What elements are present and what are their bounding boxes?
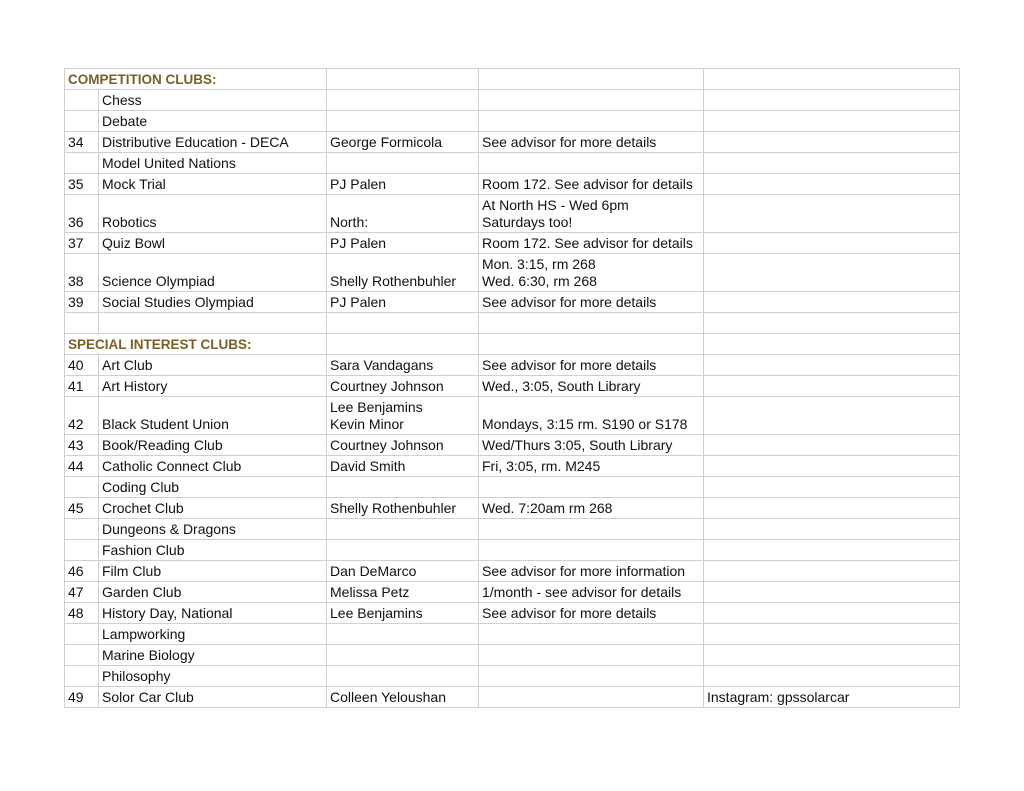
meeting-details: At North HS - Wed 6pm bbox=[482, 197, 629, 213]
club-name-cell bbox=[99, 376, 327, 397]
club-name-cell bbox=[99, 132, 327, 153]
advisor-cell bbox=[327, 195, 479, 233]
club-name: Art History bbox=[102, 378, 168, 394]
notes-cell bbox=[704, 90, 960, 111]
club-name: History Day, National bbox=[102, 605, 233, 621]
empty-cell bbox=[479, 69, 704, 90]
details-cell bbox=[479, 313, 704, 334]
meeting-details: Saturdays too! bbox=[482, 214, 573, 230]
club-name-cell bbox=[99, 498, 327, 519]
advisor-cell bbox=[327, 603, 479, 624]
advisor-cell bbox=[327, 111, 479, 132]
notes-cell bbox=[704, 376, 960, 397]
details-cell bbox=[479, 254, 704, 292]
notes-cell bbox=[704, 254, 960, 292]
club-name-cell bbox=[99, 435, 327, 456]
empty-cell bbox=[327, 69, 479, 90]
club-number: 34 bbox=[68, 134, 84, 150]
notes-cell bbox=[704, 397, 960, 435]
table-row bbox=[65, 233, 960, 254]
club-number-cell bbox=[65, 233, 99, 254]
advisor-name: Shelly Rothenbuhler bbox=[330, 273, 457, 289]
club-name: Art Club bbox=[102, 357, 153, 373]
notes-cell bbox=[704, 645, 960, 666]
details-cell bbox=[479, 376, 704, 397]
table-row bbox=[65, 435, 960, 456]
section-header-row bbox=[65, 69, 960, 90]
notes-cell bbox=[704, 498, 960, 519]
table-row bbox=[65, 355, 960, 376]
club-number: 43 bbox=[68, 437, 84, 453]
details-cell bbox=[479, 477, 704, 498]
club-name: Black Student Union bbox=[102, 416, 229, 432]
table-row bbox=[65, 498, 960, 519]
details-cell bbox=[479, 233, 704, 254]
advisor-name: Colleen Yeloushan bbox=[330, 689, 446, 705]
club-number-cell bbox=[65, 90, 99, 111]
table-row bbox=[65, 397, 960, 435]
club-number: 41 bbox=[68, 378, 84, 394]
details-cell bbox=[479, 519, 704, 540]
notes-cell bbox=[704, 435, 960, 456]
advisor-cell bbox=[327, 645, 479, 666]
club-name: Debate bbox=[102, 113, 148, 129]
club-number-cell bbox=[65, 397, 99, 435]
details-cell bbox=[479, 292, 704, 313]
notes-cell bbox=[704, 624, 960, 645]
club-number-cell bbox=[65, 477, 99, 498]
meeting-details: Fri, 3:05, rm. M245 bbox=[482, 458, 601, 474]
advisor-cell bbox=[327, 174, 479, 195]
club-name-cell bbox=[99, 645, 327, 666]
advisor-cell bbox=[327, 397, 479, 435]
club-name: Chess bbox=[102, 92, 142, 108]
club-name-cell bbox=[99, 624, 327, 645]
advisor-cell bbox=[327, 582, 479, 603]
club-number-cell bbox=[65, 456, 99, 477]
table-row bbox=[65, 624, 960, 645]
advisor-cell bbox=[327, 435, 479, 456]
details-cell bbox=[479, 582, 704, 603]
details-cell bbox=[479, 456, 704, 477]
advisor-name: Sara Vandagans bbox=[330, 357, 434, 373]
table-row bbox=[65, 666, 960, 687]
club-number-cell bbox=[65, 582, 99, 603]
club-number-cell bbox=[65, 540, 99, 561]
club-number: 46 bbox=[68, 563, 84, 579]
club-number-cell bbox=[65, 174, 99, 195]
table-row bbox=[65, 90, 960, 111]
details-cell bbox=[479, 603, 704, 624]
table-row bbox=[65, 645, 960, 666]
section-title: COMPETITION CLUBS: bbox=[68, 72, 217, 87]
club-number: 36 bbox=[68, 214, 84, 230]
club-number-cell bbox=[65, 355, 99, 376]
meeting-details: See advisor for more details bbox=[482, 357, 657, 373]
meeting-details: Wed. 6:30, rm 268 bbox=[482, 273, 597, 289]
section-title-cell bbox=[65, 334, 327, 355]
club-name-cell bbox=[99, 687, 327, 708]
club-name-cell bbox=[99, 313, 327, 334]
notes-cell bbox=[704, 687, 960, 708]
advisor-cell bbox=[327, 666, 479, 687]
notes-cell bbox=[704, 666, 960, 687]
advisor-name: Courtney Johnson bbox=[330, 378, 444, 394]
empty-cell bbox=[704, 334, 960, 355]
table-row bbox=[65, 132, 960, 153]
club-name-cell bbox=[99, 292, 327, 313]
advisor-cell bbox=[327, 477, 479, 498]
club-number: 42 bbox=[68, 416, 84, 432]
notes-cell bbox=[704, 132, 960, 153]
table-row bbox=[65, 477, 960, 498]
club-name: Dungeons & Dragons bbox=[102, 521, 236, 537]
club-name-cell bbox=[99, 397, 327, 435]
club-name-cell bbox=[99, 540, 327, 561]
table-row bbox=[65, 292, 960, 313]
club-number-cell bbox=[65, 624, 99, 645]
club-number-cell bbox=[65, 603, 99, 624]
notes-cell bbox=[704, 561, 960, 582]
advisor-name: PJ Palen bbox=[330, 235, 387, 251]
advisor-cell bbox=[327, 355, 479, 376]
advisor-cell bbox=[327, 561, 479, 582]
notes-cell bbox=[704, 233, 960, 254]
notes-cell bbox=[704, 313, 960, 334]
table-row bbox=[65, 561, 960, 582]
table-row bbox=[65, 582, 960, 603]
club-name-cell bbox=[99, 582, 327, 603]
club-number: 40 bbox=[68, 357, 84, 373]
details-cell bbox=[479, 153, 704, 174]
club-number-cell bbox=[65, 498, 99, 519]
notes-cell bbox=[704, 477, 960, 498]
advisor-name: North: bbox=[330, 214, 369, 230]
details-cell bbox=[479, 687, 704, 708]
notes-cell bbox=[704, 292, 960, 313]
club-name-cell bbox=[99, 111, 327, 132]
meeting-details: See advisor for more details bbox=[482, 134, 657, 150]
table-row bbox=[65, 174, 960, 195]
meeting-details: 1/month - see advisor for details bbox=[482, 584, 682, 600]
notes-text: Instagram: gpssolarcar bbox=[707, 689, 850, 705]
details-cell bbox=[479, 90, 704, 111]
club-name-cell bbox=[99, 477, 327, 498]
club-number-cell bbox=[65, 666, 99, 687]
club-number-cell bbox=[65, 111, 99, 132]
advisor-cell bbox=[327, 540, 479, 561]
details-cell bbox=[479, 498, 704, 519]
club-number: 35 bbox=[68, 176, 84, 192]
advisor-cell bbox=[327, 624, 479, 645]
club-number-cell bbox=[65, 687, 99, 708]
details-cell bbox=[479, 624, 704, 645]
meeting-details: Room 172. See advisor for details bbox=[482, 235, 693, 251]
club-number-cell bbox=[65, 435, 99, 456]
empty-cell bbox=[327, 334, 479, 355]
meeting-details: Wed. 7:20am rm 268 bbox=[482, 500, 613, 516]
club-number: 37 bbox=[68, 235, 84, 251]
section-title: SPECIAL INTEREST CLUBS: bbox=[68, 337, 252, 352]
notes-cell bbox=[704, 174, 960, 195]
club-name: Distributive Education - DECA bbox=[102, 134, 289, 150]
club-number: 45 bbox=[68, 500, 84, 516]
club-name-cell bbox=[99, 603, 327, 624]
club-number-cell bbox=[65, 254, 99, 292]
club-name: Model United Nations bbox=[102, 155, 236, 171]
club-name-cell bbox=[99, 666, 327, 687]
advisor-name: Lee Benjamins bbox=[330, 399, 423, 415]
details-cell bbox=[479, 435, 704, 456]
meeting-details: Wed., 3:05, South Library bbox=[482, 378, 641, 394]
club-name: Catholic Connect Club bbox=[102, 458, 242, 474]
club-name: Solor Car Club bbox=[102, 689, 194, 705]
table-row bbox=[65, 519, 960, 540]
club-number: 38 bbox=[68, 273, 84, 289]
club-name-cell bbox=[99, 519, 327, 540]
advisor-cell bbox=[327, 254, 479, 292]
details-cell bbox=[479, 355, 704, 376]
table-row bbox=[65, 254, 960, 292]
clubs-table-body bbox=[65, 69, 960, 708]
advisor-name: David Smith bbox=[330, 458, 406, 474]
advisor-name: Shelly Rothenbuhler bbox=[330, 500, 457, 516]
meeting-details: Wed/Thurs 3:05, South Library bbox=[482, 437, 673, 453]
club-number-cell bbox=[65, 313, 99, 334]
table-row bbox=[65, 687, 960, 708]
meeting-details: See advisor for more details bbox=[482, 294, 657, 310]
clubs-table bbox=[64, 68, 960, 708]
club-number: 44 bbox=[68, 458, 84, 474]
club-name: Quiz Bowl bbox=[102, 235, 166, 251]
notes-cell bbox=[704, 355, 960, 376]
table-row bbox=[65, 111, 960, 132]
details-cell bbox=[479, 645, 704, 666]
club-name-cell bbox=[99, 195, 327, 233]
notes-cell bbox=[704, 519, 960, 540]
advisor-cell bbox=[327, 456, 479, 477]
club-name-cell bbox=[99, 174, 327, 195]
details-cell bbox=[479, 561, 704, 582]
advisor-cell bbox=[327, 90, 479, 111]
details-cell bbox=[479, 111, 704, 132]
club-number-cell bbox=[65, 645, 99, 666]
club-name-cell bbox=[99, 355, 327, 376]
advisor-name: George Formicola bbox=[330, 134, 443, 150]
details-cell bbox=[479, 397, 704, 435]
advisor-name: PJ Palen bbox=[330, 294, 387, 310]
details-cell bbox=[479, 174, 704, 195]
notes-cell bbox=[704, 582, 960, 603]
advisor-name: Melissa Petz bbox=[330, 584, 410, 600]
club-name-cell bbox=[99, 90, 327, 111]
club-name-cell bbox=[99, 561, 327, 582]
advisor-cell bbox=[327, 292, 479, 313]
advisor-cell bbox=[327, 132, 479, 153]
table-row bbox=[65, 540, 960, 561]
advisor-cell bbox=[327, 519, 479, 540]
details-cell bbox=[479, 666, 704, 687]
club-name: Marine Biology bbox=[102, 647, 195, 663]
advisor-cell bbox=[327, 233, 479, 254]
club-number: 49 bbox=[68, 689, 84, 705]
empty-cell bbox=[704, 69, 960, 90]
table-row bbox=[65, 313, 960, 334]
club-name: Lampworking bbox=[102, 626, 186, 642]
advisor-cell bbox=[327, 687, 479, 708]
advisor-name: Kevin Minor bbox=[330, 416, 404, 432]
section-title-cell bbox=[65, 69, 327, 90]
meeting-details: See advisor for more details bbox=[482, 605, 657, 621]
advisor-name: Lee Benjamins bbox=[330, 605, 423, 621]
club-number-cell bbox=[65, 292, 99, 313]
club-number-cell bbox=[65, 376, 99, 397]
advisor-cell bbox=[327, 313, 479, 334]
club-name: Book/Reading Club bbox=[102, 437, 223, 453]
notes-cell bbox=[704, 111, 960, 132]
club-number-cell bbox=[65, 519, 99, 540]
meeting-details: Mondays, 3:15 rm. S190 or S178 bbox=[482, 416, 688, 432]
club-number-cell bbox=[65, 195, 99, 233]
notes-cell bbox=[704, 195, 960, 233]
advisor-cell bbox=[327, 376, 479, 397]
meeting-details: See advisor for more information bbox=[482, 563, 686, 579]
club-name: Robotics bbox=[102, 214, 157, 230]
notes-cell bbox=[704, 540, 960, 561]
club-number-cell bbox=[65, 153, 99, 174]
club-name: Garden Club bbox=[102, 584, 182, 600]
details-cell bbox=[479, 132, 704, 153]
advisor-cell bbox=[327, 153, 479, 174]
club-name-cell bbox=[99, 254, 327, 292]
club-number-cell bbox=[65, 132, 99, 153]
club-name: Fashion Club bbox=[102, 542, 185, 558]
meeting-details: Mon. 3:15, rm 268 bbox=[482, 256, 596, 272]
club-name: Science Olympiad bbox=[102, 273, 215, 289]
club-number: 47 bbox=[68, 584, 84, 600]
notes-cell bbox=[704, 603, 960, 624]
notes-cell bbox=[704, 153, 960, 174]
club-name-cell bbox=[99, 153, 327, 174]
table-row bbox=[65, 376, 960, 397]
advisor-name: Courtney Johnson bbox=[330, 437, 444, 453]
empty-cell bbox=[479, 334, 704, 355]
details-cell bbox=[479, 195, 704, 233]
club-name: Mock Trial bbox=[102, 176, 166, 192]
club-name-cell bbox=[99, 233, 327, 254]
club-name: Crochet Club bbox=[102, 500, 184, 516]
club-number: 39 bbox=[68, 294, 84, 310]
table-row bbox=[65, 456, 960, 477]
details-cell bbox=[479, 540, 704, 561]
table-row bbox=[65, 603, 960, 624]
club-name: Philosophy bbox=[102, 668, 171, 684]
club-number: 48 bbox=[68, 605, 84, 621]
advisor-cell bbox=[327, 498, 479, 519]
club-number-cell bbox=[65, 561, 99, 582]
club-name-cell bbox=[99, 456, 327, 477]
club-name: Social Studies Olympiad bbox=[102, 294, 254, 310]
table-row bbox=[65, 195, 960, 233]
table-row bbox=[65, 153, 960, 174]
advisor-name: Dan DeMarco bbox=[330, 563, 417, 579]
club-name: Film Club bbox=[102, 563, 162, 579]
notes-cell bbox=[704, 456, 960, 477]
club-name: Coding Club bbox=[102, 479, 180, 495]
advisor-name: PJ Palen bbox=[330, 176, 387, 192]
meeting-details: Room 172. See advisor for details bbox=[482, 176, 693, 192]
section-header-row bbox=[65, 334, 960, 355]
